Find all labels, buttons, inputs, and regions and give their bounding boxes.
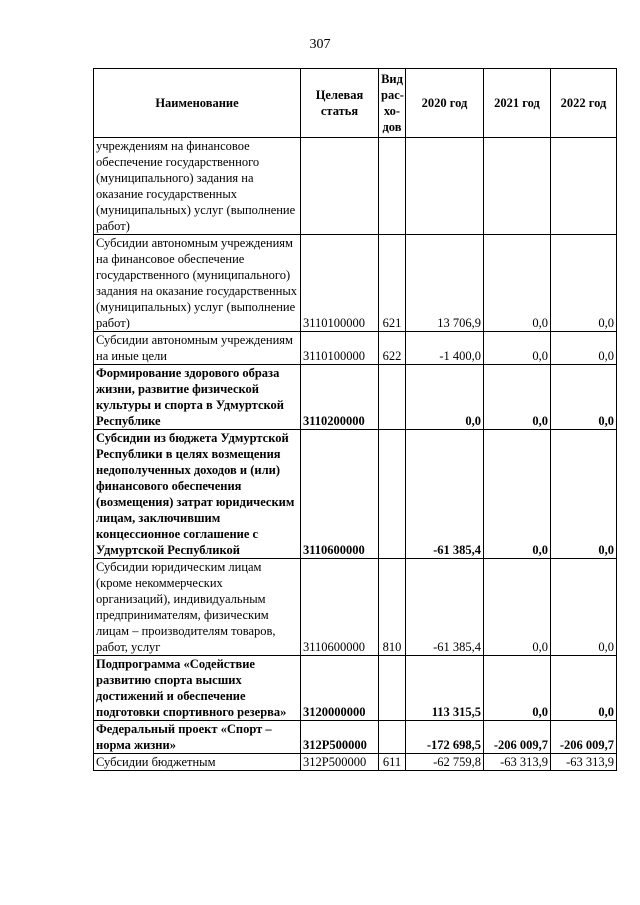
row-2022-value xyxy=(551,138,617,235)
table-row xyxy=(94,754,617,771)
row-2021-value: 0,0 xyxy=(484,365,551,430)
row-2020-value: -172 698,5 xyxy=(406,721,484,754)
row-target-code: 312P500000 xyxy=(301,721,379,754)
row-target-code: 312P500000 xyxy=(301,754,379,771)
table-row xyxy=(94,235,617,332)
row-2022-value: 0,0 xyxy=(551,656,617,721)
row-target-code xyxy=(301,138,379,235)
row-2021-value: 0,0 xyxy=(484,235,551,332)
row-target-code: 3110600000 xyxy=(301,559,379,656)
row-2021-value: 0,0 xyxy=(484,559,551,656)
table-row xyxy=(94,430,617,559)
row-2021-value: 0,0 xyxy=(484,332,551,365)
row-2020-value: -62 759,8 xyxy=(406,754,484,771)
row-target-code: 3110200000 xyxy=(301,365,379,430)
header-kind: Вид рас-хо-дов xyxy=(379,69,406,138)
row-name: Субсидии юридическим лицам (кроме некоммерческих организаций), индивидуальным предпринимателям, физическим лицам – производителям товаров, работ, услуг xyxy=(94,559,301,656)
header-2020: 2020 год xyxy=(406,69,484,138)
row-target-code: 3110100000 xyxy=(301,235,379,332)
table-header-row xyxy=(94,69,617,138)
row-2022-value: -63 313,9 xyxy=(551,754,617,771)
row-2020-value: 113 315,5 xyxy=(406,656,484,721)
header-name: Наименование xyxy=(94,69,301,138)
page-number: 307 xyxy=(309,37,331,52)
row-name: Подпрограмма «Содействие развитию спорта высших достижений и обеспечение подготовки спортивного резерва» xyxy=(94,656,301,721)
header-2022: 2022 год xyxy=(551,69,617,138)
table-row xyxy=(94,656,617,721)
header-2021: 2021 год xyxy=(484,69,551,138)
row-2021-value: -206 009,7 xyxy=(484,721,551,754)
row-name: Формирование здорового образа жизни, развитие физической культуры и спорта в Удмуртской Республике xyxy=(94,365,301,430)
row-name: учреждениям на финансовое обеспечение государственного (муниципального) задания на оказание государственных (муниципальных) услуг (выполнение работ) xyxy=(94,138,301,235)
row-2020-value xyxy=(406,138,484,235)
row-2021-value xyxy=(484,138,551,235)
row-2020-value: -1 400,0 xyxy=(406,332,484,365)
row-name: Субсидии автономным учреждениям на финансовое обеспечение государственного (муниципального) задания на оказание государственных (муниципальных) услуг (выполнение работ) xyxy=(94,235,301,332)
table-row xyxy=(94,559,617,656)
row-expense-kind xyxy=(379,656,406,721)
row-2022-value: 0,0 xyxy=(551,332,617,365)
row-2022-value: 0,0 xyxy=(551,365,617,430)
row-expense-kind: 611 xyxy=(379,754,406,771)
row-2020-value: 0,0 xyxy=(406,365,484,430)
table-row xyxy=(94,365,617,430)
row-2022-value: 0,0 xyxy=(551,235,617,332)
row-target-code: 3110600000 xyxy=(301,430,379,559)
row-expense-kind: 810 xyxy=(379,559,406,656)
row-target-code: 3110100000 xyxy=(301,332,379,365)
row-2021-value: -63 313,9 xyxy=(484,754,551,771)
row-expense-kind: 621 xyxy=(379,235,406,332)
row-2020-value: 13 706,9 xyxy=(406,235,484,332)
row-2022-value: 0,0 xyxy=(551,430,617,559)
row-2020-value: -61 385,4 xyxy=(406,430,484,559)
row-name: Федеральный проект «Спорт – норма жизни» xyxy=(94,721,301,754)
row-2021-value: 0,0 xyxy=(484,430,551,559)
row-target-code: 3120000000 xyxy=(301,656,379,721)
row-2021-value: 0,0 xyxy=(484,656,551,721)
row-name: Субсидии из бюджета Удмуртской Республики в целях возмещения недополученных доходов и (или) финансового обеспечения (возмещения) затрат юридическим лицам, заключившим концессионное соглашение с Удмуртской Республикой xyxy=(94,430,301,559)
table-row xyxy=(94,138,617,235)
row-expense-kind xyxy=(379,138,406,235)
row-expense-kind xyxy=(379,365,406,430)
row-name: Субсидии автономным учреждениям на иные цели xyxy=(94,332,301,365)
row-name: Субсидии бюджетным xyxy=(94,754,301,771)
row-expense-kind xyxy=(379,721,406,754)
table-row xyxy=(94,721,617,754)
budget-table xyxy=(93,68,617,771)
row-2022-value: 0,0 xyxy=(551,559,617,656)
table-row xyxy=(94,332,617,365)
row-expense-kind xyxy=(379,430,406,559)
row-2020-value: -61 385,4 xyxy=(406,559,484,656)
row-2022-value: -206 009,7 xyxy=(551,721,617,754)
row-expense-kind: 622 xyxy=(379,332,406,365)
header-target: Целевая статья xyxy=(301,69,379,138)
